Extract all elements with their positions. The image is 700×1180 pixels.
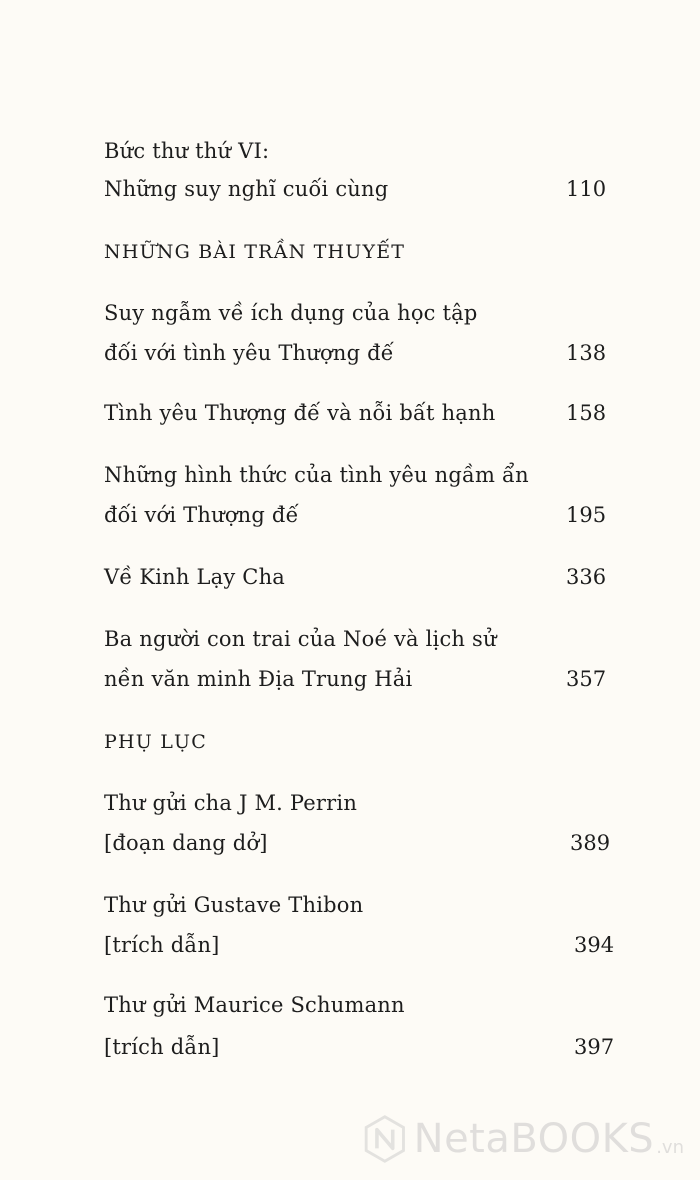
toc-entry-title-line1: Thư gửi Gustave Thibon bbox=[104, 893, 364, 917]
watermark-brand: NetaBOOKS bbox=[413, 1116, 655, 1162]
toc-entry-title-line1: Bức thư thứ VI: bbox=[104, 139, 270, 163]
toc-entry-page-number: 158 bbox=[566, 401, 607, 425]
toc-section-heading: PHỤ LỤC bbox=[104, 731, 207, 753]
toc-entry-page-number: 138 bbox=[566, 341, 607, 365]
toc-entry-page-number: 195 bbox=[566, 503, 607, 527]
toc-entry-page-number: 336 bbox=[566, 565, 607, 589]
toc-entry-title-line2: đối với tình yêu Thượng đế bbox=[104, 341, 394, 365]
toc-entry-title-line1: Suy ngẫm về ích dụng của học tập bbox=[104, 301, 478, 325]
toc-entry-title-line1: Về Kinh Lạy Cha bbox=[104, 565, 286, 589]
watermark-suffix: .vn bbox=[656, 1136, 684, 1158]
toc-entry-title-line2: Những suy nghĩ cuối cùng bbox=[104, 177, 389, 201]
toc-entry-page-number: 357 bbox=[566, 667, 607, 691]
netabooks-logo-icon bbox=[364, 1106, 406, 1172]
toc-entry-page-number: 110 bbox=[566, 177, 607, 201]
toc-entry-title-line1: Tình yêu Thượng đế và nỗi bất hạnh bbox=[104, 401, 496, 425]
toc-section-heading: NHỮNG BÀI TRẦN THUYẾT bbox=[104, 241, 406, 263]
toc-entry-page-number: 394 bbox=[574, 933, 615, 957]
toc-entry-title-line2: [trích dẫn] bbox=[104, 933, 220, 957]
toc-entry-title-line1: Ba người con trai của Noé và lịch sử bbox=[104, 627, 497, 651]
toc-entry-title-line2: đối với Thượng đế bbox=[104, 503, 299, 527]
toc-entry-title-line2: [đoạn dang dở] bbox=[104, 831, 268, 855]
toc-entry-title-line2: nền văn minh Địa Trung Hải bbox=[104, 667, 413, 691]
toc-entry-title-line1: Thư gửi Maurice Schumann bbox=[104, 993, 405, 1017]
toc-entry-title-line2: [trích dẫn] bbox=[104, 1035, 220, 1059]
toc-entry-title-line1: Thư gửi cha J M. Perrin bbox=[104, 791, 358, 815]
toc-entry-title-line1: Những hình thức của tình yêu ngầm ẩn bbox=[104, 463, 529, 487]
toc-entry-page-number: 397 bbox=[574, 1035, 615, 1059]
toc-entry-page-number: 389 bbox=[570, 831, 611, 855]
watermark bbox=[364, 1104, 684, 1174]
